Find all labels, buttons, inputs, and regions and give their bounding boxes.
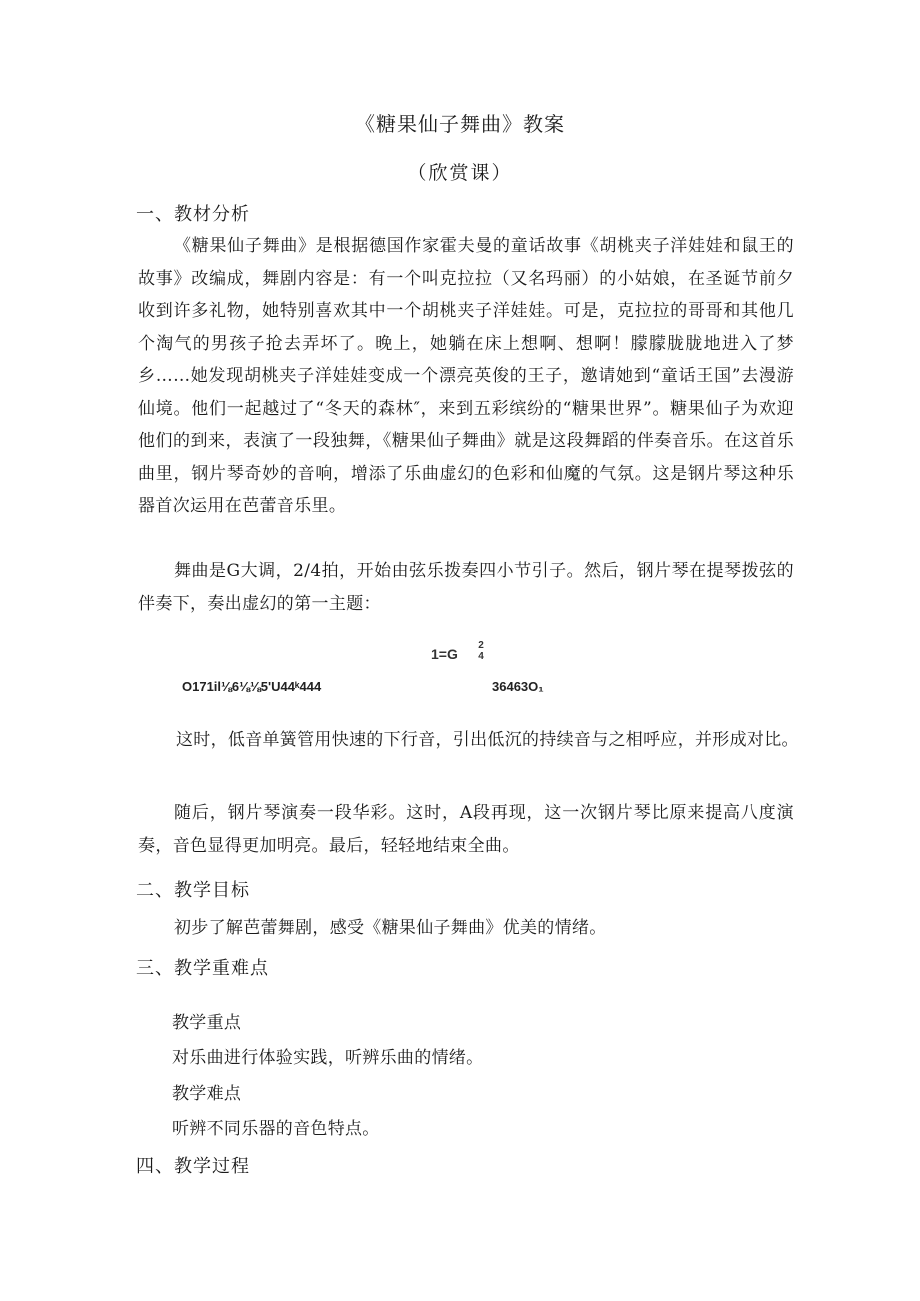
analysis-paragraph-clarinet: 这时，低音单簧管用快速的下行音，引出低沉的持续音与之相呼应，并形成对比。 bbox=[176, 730, 799, 750]
melody-notation-left: O171il⅛6⅛⅛5'U44ᵏ444 bbox=[182, 679, 322, 694]
document-subtitle: （欣赏课） bbox=[407, 162, 513, 184]
goals-text: 初步了解芭蕾舞剧，感受《糖果仙子舞曲》优美的情绪。 bbox=[174, 918, 607, 938]
analysis-paragraph-cadenza: 随后，钢片琴演奏一段华彩。这时，A段再现，这一次钢片琴比原来提高八度演奏，音色显得更加明亮。最后，轻轻地结束全曲。 bbox=[138, 803, 794, 856]
time-signature bbox=[475, 640, 487, 662]
difficulty-text: 听辨不同乐器的音色特点。 bbox=[172, 1119, 380, 1139]
key-signature-label: 1=G bbox=[431, 646, 458, 662]
key-points-text: 对乐曲进行体验实践，听辨乐曲的情绪。 bbox=[172, 1048, 484, 1068]
analysis-paragraph-story: 《糖果仙子舞曲》是根据德国作家霍夫曼的童话故事《胡桃夹子洋娃娃和鼠王的故事》改编成，舞剧内容是：有一个叫克拉拉（又名玛丽）的小姑娘，在圣诞节前夕收到许多礼物，她特别喜欢其中一个胡桃夹子洋娃娃。可是，克拉拉的哥哥和其他几个淘气的男孩子抢去弄坏了。晚上，她躺在床上想啊、想啊！朦朦胧胧地进入了梦乡……她发现胡桃夹子洋娃娃变成一个漂亮英俊的王子，邀请她到“童话王国”去漫游仙境。他们一起越过了“冬天的森林″，来到五彩缤纷的“糖果世界”。糖果仙子为欢迎他们的到来，表演了一段独舞，《糖果仙子舞曲》就是这段舞蹈的伴奏音乐。在这首乐曲里，钢片琴奇妙的音响，增添了乐曲虚幻的色彩和仙魔的气氛。这是钢片琴这种乐器首次运用在芭蕾音乐里。 bbox=[138, 236, 794, 516]
section-heading-process: 四、教学过程 bbox=[136, 1156, 250, 1177]
difficulty-label: 教学难点 bbox=[172, 1084, 242, 1104]
melody-notation-right: 36463O₁ bbox=[492, 679, 544, 694]
section-heading-key-points: 三、教学重难点 bbox=[136, 958, 269, 979]
time-signature-top: 2 bbox=[478, 640, 484, 651]
key-points-label: 教学重点 bbox=[172, 1013, 242, 1033]
document-title: 《糖果仙子舞曲》教案 bbox=[355, 112, 565, 136]
analysis-paragraph-key: 舞曲是G大调，2/4拍，开始由弦乐拨奏四小节引子。然后，钢片琴在提琴拨弦的伴奏下，奏出虚幻的第一主题： bbox=[138, 561, 794, 614]
time-signature-bottom: 4 bbox=[478, 651, 484, 662]
section-heading-goals: 二、教学目标 bbox=[136, 880, 250, 901]
section-heading-analysis: 一、教材分析 bbox=[136, 204, 250, 225]
